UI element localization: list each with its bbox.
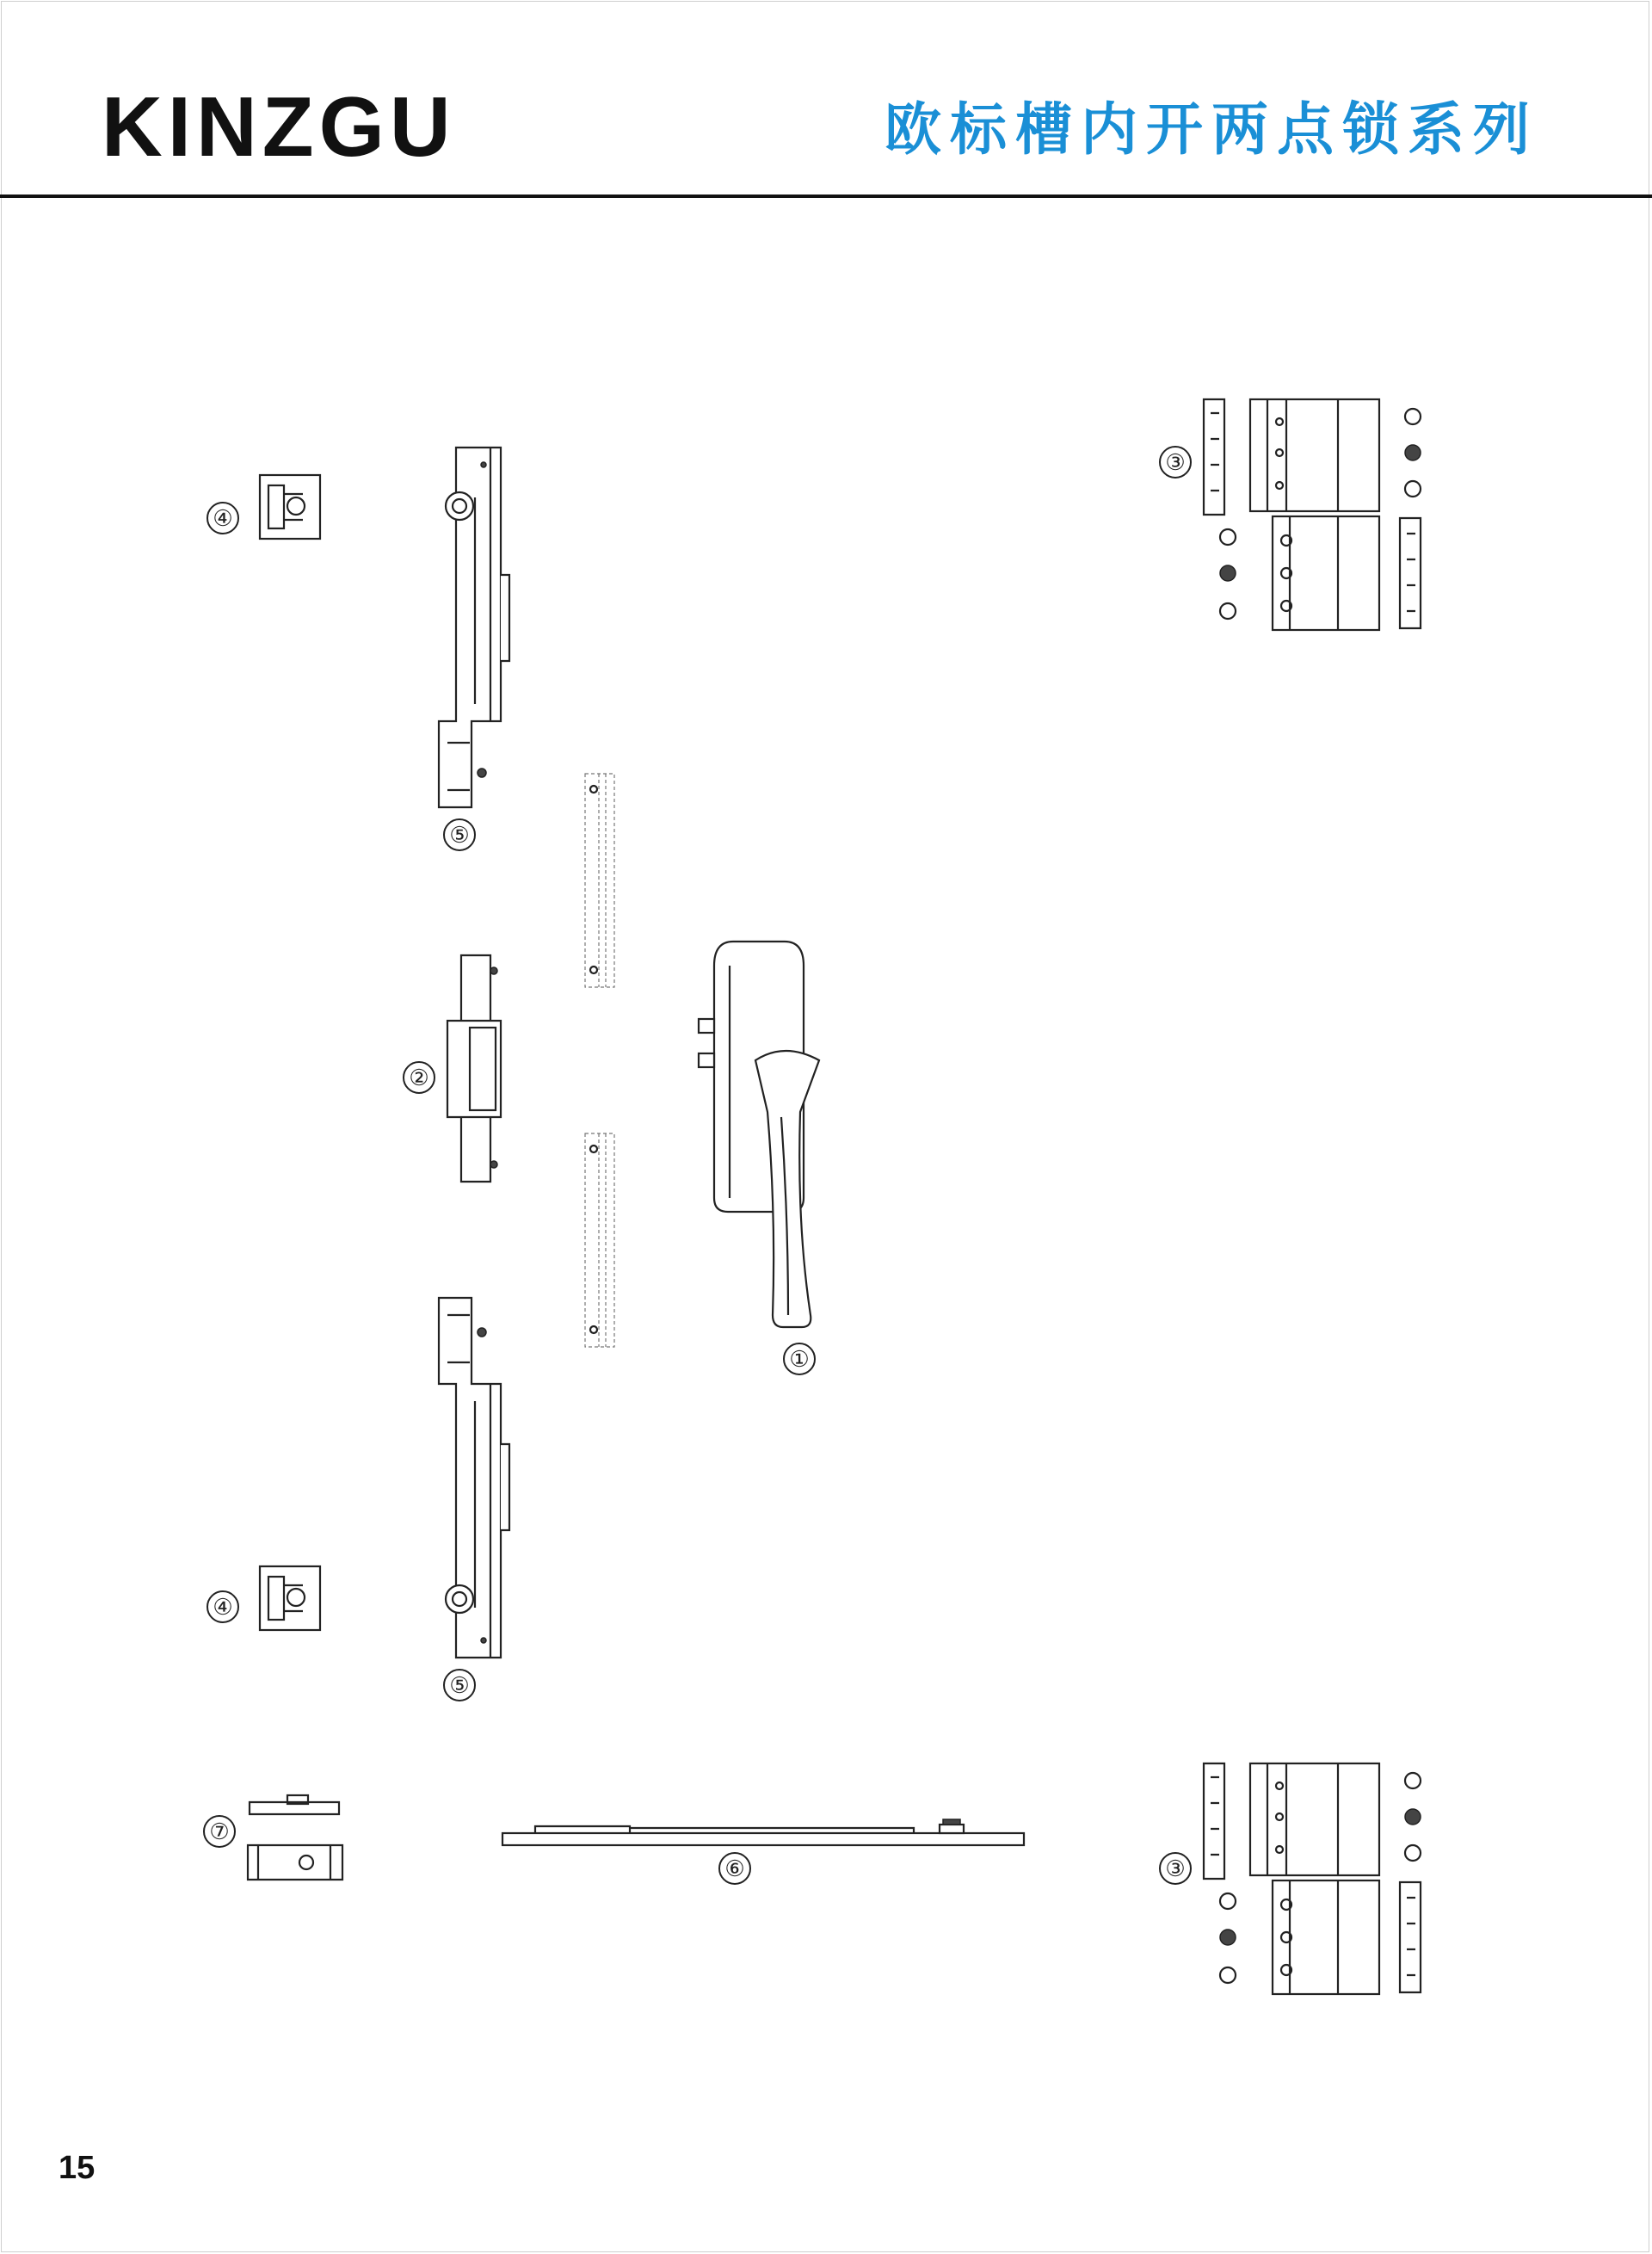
callout-3: ③ bbox=[1159, 446, 1192, 479]
hinge-set-part-3-top bbox=[1200, 396, 1433, 637]
corner-connector-part-7 bbox=[244, 1794, 348, 1885]
callout-7: ⑦ bbox=[203, 1815, 236, 1848]
callout-2: ② bbox=[403, 1061, 435, 1094]
lock-keeper-part-5-bottom bbox=[430, 1298, 516, 1659]
brand-logo: KINZGU bbox=[102, 79, 456, 174]
hinge-set-part-3-bottom bbox=[1200, 1760, 1433, 2001]
center-keeper-part-2 bbox=[441, 954, 506, 1182]
callout-4: ④ bbox=[206, 502, 239, 534]
keeper-part-4-bottom bbox=[258, 1565, 324, 1633]
window-handle-part-1 bbox=[699, 940, 841, 1332]
faceplate-strip-upper bbox=[583, 772, 618, 989]
callout-4: ④ bbox=[206, 1590, 239, 1623]
lock-keeper-part-5-top bbox=[430, 446, 516, 807]
callout-3: ③ bbox=[1159, 1852, 1192, 1885]
callout-1: ① bbox=[783, 1343, 816, 1375]
callout-6: ⑥ bbox=[718, 1852, 751, 1885]
callout-5: ⑤ bbox=[443, 1669, 476, 1701]
keeper-part-4-top bbox=[258, 473, 324, 542]
transmission-rod-part-6 bbox=[501, 1814, 1027, 1849]
faceplate-strip-lower bbox=[583, 1132, 618, 1349]
header-divider bbox=[0, 195, 1652, 198]
page-number: 15 bbox=[59, 2150, 96, 2186]
callout-5: ⑤ bbox=[443, 818, 476, 851]
series-title: 欧标槽内开两点锁系列 bbox=[885, 96, 1538, 163]
